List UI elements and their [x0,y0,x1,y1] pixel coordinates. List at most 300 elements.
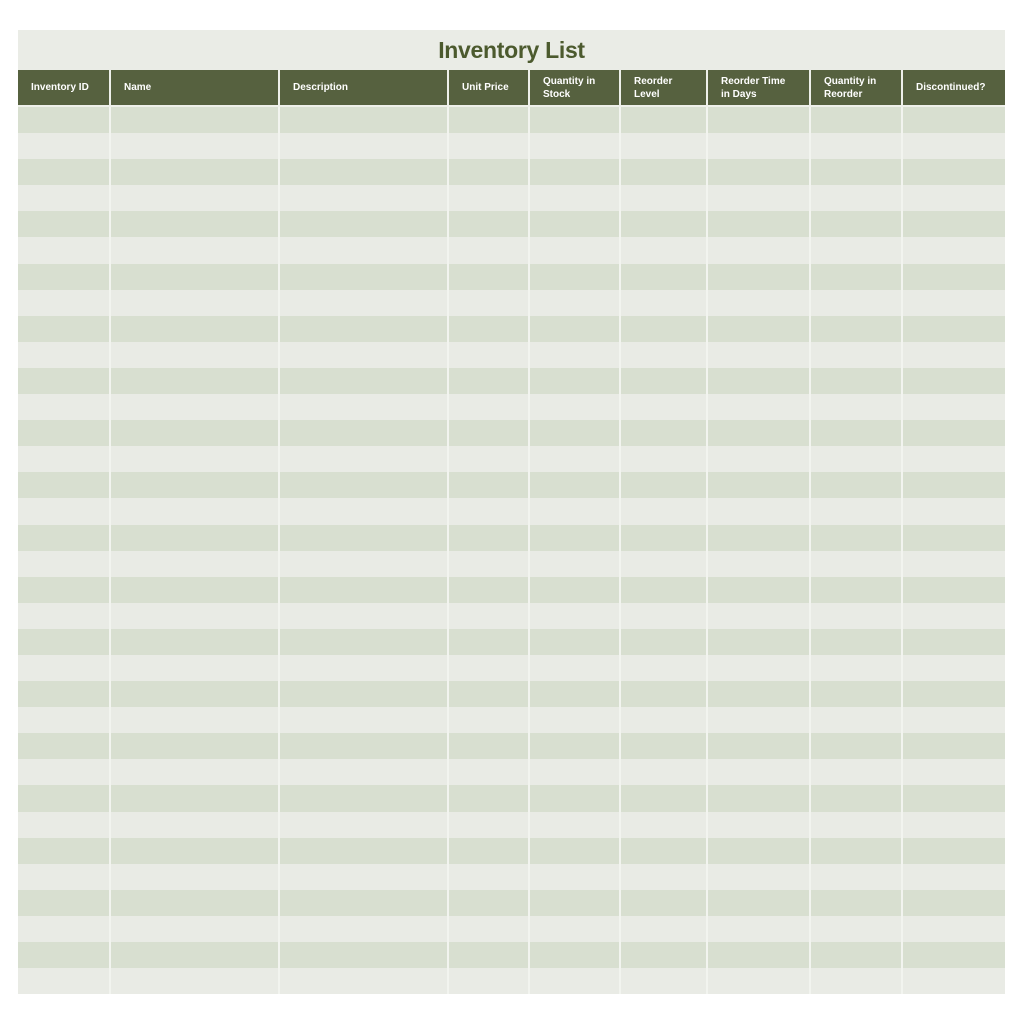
table-cell[interactable] [810,264,902,290]
table-cell[interactable] [810,707,902,733]
table-cell[interactable] [110,942,279,968]
table-cell[interactable] [810,785,902,811]
table-cell[interactable] [18,812,110,838]
table-cell[interactable] [529,707,620,733]
table-cell[interactable] [529,759,620,785]
table-cell[interactable] [810,759,902,785]
table-cell[interactable] [448,603,529,629]
table-cell[interactable] [18,942,110,968]
table-cell[interactable] [810,472,902,498]
table-cell[interactable] [529,968,620,994]
table-cell[interactable] [810,525,902,551]
table-cell[interactable] [18,916,110,942]
table-cell[interactable] [448,316,529,342]
table-cell[interactable] [620,264,707,290]
table-cell[interactable] [620,159,707,185]
table-cell[interactable] [18,394,110,420]
table-cell[interactable] [810,159,902,185]
table-cell[interactable] [279,159,448,185]
table-cell[interactable] [529,498,620,524]
table-cell[interactable] [110,159,279,185]
table-cell[interactable] [279,759,448,785]
table-cell[interactable] [902,681,1005,707]
table-cell[interactable] [279,551,448,577]
table-cell[interactable] [707,264,810,290]
table-cell[interactable] [279,681,448,707]
table-cell[interactable] [279,133,448,159]
table-cell[interactable] [448,525,529,551]
table-cell[interactable] [448,785,529,811]
table-cell[interactable] [810,316,902,342]
table-cell[interactable] [707,968,810,994]
table-cell[interactable] [18,629,110,655]
table-cell[interactable] [279,629,448,655]
table-cell[interactable] [529,629,620,655]
table-cell[interactable] [620,655,707,681]
table-cell[interactable] [810,603,902,629]
table-cell[interactable] [707,316,810,342]
table-cell[interactable] [279,264,448,290]
table-cell[interactable] [279,838,448,864]
table-cell[interactable] [110,812,279,838]
table-cell[interactable] [529,916,620,942]
table-cell[interactable] [448,472,529,498]
table-cell[interactable] [279,446,448,472]
table-cell[interactable] [620,472,707,498]
table-cell[interactable] [707,864,810,890]
table-cell[interactable] [18,290,110,316]
table-cell[interactable] [448,551,529,577]
table-cell[interactable] [18,655,110,681]
table-cell[interactable] [18,368,110,394]
table-cell[interactable] [620,446,707,472]
table-cell[interactable] [279,420,448,446]
table-cell[interactable] [810,420,902,446]
table-cell[interactable] [529,525,620,551]
table-cell[interactable] [279,498,448,524]
table-cell[interactable] [448,133,529,159]
table-cell[interactable] [902,577,1005,603]
table-cell[interactable] [18,133,110,159]
table-cell[interactable] [707,603,810,629]
table-cell[interactable] [448,707,529,733]
table-cell[interactable] [18,707,110,733]
table-cell[interactable] [902,472,1005,498]
table-cell[interactable] [18,316,110,342]
table-cell[interactable] [620,420,707,446]
table-cell[interactable] [110,890,279,916]
table-cell[interactable] [707,525,810,551]
table-cell[interactable] [529,838,620,864]
table-cell[interactable] [810,185,902,211]
table-cell[interactable] [18,864,110,890]
table-cell[interactable] [810,838,902,864]
table-cell[interactable] [902,264,1005,290]
table-cell[interactable] [707,577,810,603]
table-cell[interactable] [810,629,902,655]
table-cell[interactable] [279,211,448,237]
table-cell[interactable] [279,237,448,263]
table-cell[interactable] [448,106,529,133]
table-cell[interactable] [902,211,1005,237]
table-cell[interactable] [529,237,620,263]
table-cell[interactable] [18,759,110,785]
table-cell[interactable] [18,681,110,707]
table-cell[interactable] [620,733,707,759]
table-cell[interactable] [620,368,707,394]
table-cell[interactable] [707,211,810,237]
table-cell[interactable] [810,577,902,603]
table-cell[interactable] [18,159,110,185]
table-cell[interactable] [529,890,620,916]
table-cell[interactable] [620,577,707,603]
table-cell[interactable] [448,942,529,968]
table-cell[interactable] [810,655,902,681]
table-cell[interactable] [707,159,810,185]
table-cell[interactable] [902,759,1005,785]
table-cell[interactable] [902,838,1005,864]
table-cell[interactable] [110,864,279,890]
table-cell[interactable] [279,394,448,420]
table-cell[interactable] [110,759,279,785]
table-cell[interactable] [529,290,620,316]
table-cell[interactable] [279,968,448,994]
table-cell[interactable] [620,342,707,368]
table-cell[interactable] [18,551,110,577]
table-cell[interactable] [810,237,902,263]
table-cell[interactable] [529,394,620,420]
table-cell[interactable] [279,890,448,916]
table-cell[interactable] [529,446,620,472]
table-cell[interactable] [448,838,529,864]
table-cell[interactable] [279,106,448,133]
table-cell[interactable] [810,342,902,368]
table-cell[interactable] [529,159,620,185]
table-cell[interactable] [902,812,1005,838]
table-cell[interactable] [279,342,448,368]
table-cell[interactable] [810,368,902,394]
table-cell[interactable] [529,368,620,394]
table-cell[interactable] [902,968,1005,994]
table-cell[interactable] [707,472,810,498]
table-cell[interactable] [620,185,707,211]
table-cell[interactable] [620,498,707,524]
table-cell[interactable] [902,290,1005,316]
table-cell[interactable] [529,603,620,629]
table-cell[interactable] [810,733,902,759]
table-cell[interactable] [620,785,707,811]
table-cell[interactable] [18,342,110,368]
table-cell[interactable] [448,681,529,707]
table-cell[interactable] [18,446,110,472]
table-cell[interactable] [902,237,1005,263]
table-cell[interactable] [810,106,902,133]
table-cell[interactable] [448,264,529,290]
table-cell[interactable] [18,498,110,524]
table-cell[interactable] [110,629,279,655]
table-cell[interactable] [707,106,810,133]
table-cell[interactable] [620,759,707,785]
table-cell[interactable] [529,812,620,838]
table-cell[interactable] [448,394,529,420]
table-cell[interactable] [279,655,448,681]
table-cell[interactable] [620,237,707,263]
table-cell[interactable] [110,211,279,237]
table-cell[interactable] [529,655,620,681]
table-cell[interactable] [529,472,620,498]
table-cell[interactable] [620,525,707,551]
table-cell[interactable] [810,890,902,916]
table-cell[interactable] [110,681,279,707]
table-cell[interactable] [902,133,1005,159]
table-cell[interactable] [707,133,810,159]
table-cell[interactable] [707,655,810,681]
table-cell[interactable] [110,707,279,733]
table-cell[interactable] [279,185,448,211]
table-cell[interactable] [529,106,620,133]
table-cell[interactable] [18,890,110,916]
table-cell[interactable] [902,890,1005,916]
table-cell[interactable] [902,106,1005,133]
table-cell[interactable] [110,316,279,342]
table-cell[interactable] [110,916,279,942]
table-cell[interactable] [707,290,810,316]
table-cell[interactable] [110,838,279,864]
table-cell[interactable] [902,655,1005,681]
table-cell[interactable] [529,264,620,290]
table-cell[interactable] [448,655,529,681]
table-cell[interactable] [902,551,1005,577]
table-cell[interactable] [18,472,110,498]
table-cell[interactable] [810,681,902,707]
table-cell[interactable] [810,916,902,942]
table-cell[interactable] [279,916,448,942]
table-cell[interactable] [18,785,110,811]
table-cell[interactable] [18,577,110,603]
table-cell[interactable] [529,185,620,211]
table-cell[interactable] [902,785,1005,811]
table-cell[interactable] [529,942,620,968]
table-cell[interactable] [18,525,110,551]
table-cell[interactable] [110,785,279,811]
table-cell[interactable] [448,890,529,916]
table-cell[interactable] [448,629,529,655]
table-cell[interactable] [902,525,1005,551]
table-cell[interactable] [279,864,448,890]
table-cell[interactable] [810,446,902,472]
table-cell[interactable] [707,812,810,838]
table-cell[interactable] [707,759,810,785]
table-cell[interactable] [810,942,902,968]
table-cell[interactable] [448,446,529,472]
table-cell[interactable] [18,211,110,237]
table-cell[interactable] [18,185,110,211]
table-cell[interactable] [110,577,279,603]
table-cell[interactable] [707,394,810,420]
table-cell[interactable] [110,498,279,524]
table-cell[interactable] [707,342,810,368]
table-cell[interactable] [707,916,810,942]
table-cell[interactable] [110,133,279,159]
table-cell[interactable] [18,264,110,290]
table-cell[interactable] [707,681,810,707]
table-cell[interactable] [279,577,448,603]
table-cell[interactable] [279,525,448,551]
table-cell[interactable] [448,185,529,211]
table-cell[interactable] [110,290,279,316]
table-cell[interactable] [110,603,279,629]
table-cell[interactable] [110,420,279,446]
table-cell[interactable] [620,838,707,864]
table-cell[interactable] [810,290,902,316]
table-cell[interactable] [902,159,1005,185]
table-cell[interactable] [448,159,529,185]
table-cell[interactable] [448,237,529,263]
table-cell[interactable] [279,733,448,759]
table-cell[interactable] [448,812,529,838]
table-cell[interactable] [902,733,1005,759]
table-cell[interactable] [279,603,448,629]
table-cell[interactable] [448,420,529,446]
table-cell[interactable] [620,211,707,237]
table-cell[interactable] [902,316,1005,342]
table-cell[interactable] [620,106,707,133]
table-cell[interactable] [620,681,707,707]
table-cell[interactable] [707,185,810,211]
table-cell[interactable] [448,342,529,368]
table-cell[interactable] [620,942,707,968]
table-cell[interactable] [110,237,279,263]
table-cell[interactable] [529,211,620,237]
table-cell[interactable] [279,290,448,316]
table-cell[interactable] [902,394,1005,420]
table-cell[interactable] [18,733,110,759]
table-cell[interactable] [279,707,448,733]
table-cell[interactable] [902,916,1005,942]
table-cell[interactable] [902,603,1005,629]
table-cell[interactable] [620,864,707,890]
table-cell[interactable] [279,316,448,342]
table-cell[interactable] [448,968,529,994]
table-cell[interactable] [810,864,902,890]
table-cell[interactable] [707,446,810,472]
table-cell[interactable] [279,812,448,838]
table-cell[interactable] [902,629,1005,655]
table-cell[interactable] [902,498,1005,524]
table-cell[interactable] [18,603,110,629]
table-cell[interactable] [448,864,529,890]
table-cell[interactable] [707,368,810,394]
table-cell[interactable] [448,733,529,759]
table-cell[interactable] [707,733,810,759]
table-cell[interactable] [110,968,279,994]
table-cell[interactable] [620,707,707,733]
table-cell[interactable] [620,812,707,838]
table-cell[interactable] [902,942,1005,968]
table-cell[interactable] [810,133,902,159]
table-cell[interactable] [18,237,110,263]
table-cell[interactable] [707,498,810,524]
table-cell[interactable] [110,446,279,472]
table-cell[interactable] [620,133,707,159]
table-cell[interactable] [707,420,810,446]
table-cell[interactable] [448,916,529,942]
table-cell[interactable] [902,420,1005,446]
table-cell[interactable] [529,551,620,577]
table-cell[interactable] [110,655,279,681]
table-cell[interactable] [110,551,279,577]
table-cell[interactable] [902,185,1005,211]
table-cell[interactable] [902,864,1005,890]
table-cell[interactable] [18,968,110,994]
table-cell[interactable] [110,342,279,368]
table-cell[interactable] [110,733,279,759]
table-cell[interactable] [620,316,707,342]
table-cell[interactable] [620,916,707,942]
table-cell[interactable] [902,368,1005,394]
table-cell[interactable] [707,237,810,263]
table-cell[interactable] [529,133,620,159]
table-cell[interactable] [810,812,902,838]
table-cell[interactable] [620,968,707,994]
table-cell[interactable] [620,603,707,629]
table-cell[interactable] [902,342,1005,368]
table-cell[interactable] [529,733,620,759]
table-cell[interactable] [810,498,902,524]
table-cell[interactable] [529,785,620,811]
table-cell[interactable] [810,551,902,577]
table-cell[interactable] [707,838,810,864]
table-cell[interactable] [18,420,110,446]
table-cell[interactable] [529,316,620,342]
table-cell[interactable] [279,368,448,394]
table-cell[interactable] [448,368,529,394]
table-cell[interactable] [18,838,110,864]
table-cell[interactable] [279,785,448,811]
table-cell[interactable] [279,472,448,498]
table-cell[interactable] [707,707,810,733]
table-cell[interactable] [110,368,279,394]
table-cell[interactable] [110,472,279,498]
table-cell[interactable] [448,577,529,603]
table-cell[interactable] [810,394,902,420]
table-cell[interactable] [279,942,448,968]
table-cell[interactable] [448,759,529,785]
table-cell[interactable] [707,942,810,968]
table-cell[interactable] [810,211,902,237]
table-cell[interactable] [707,629,810,655]
table-cell[interactable] [110,394,279,420]
table-cell[interactable] [110,525,279,551]
table-cell[interactable] [620,394,707,420]
table-cell[interactable] [529,577,620,603]
table-cell[interactable] [529,681,620,707]
table-cell[interactable] [529,420,620,446]
table-cell[interactable] [902,707,1005,733]
table-cell[interactable] [529,864,620,890]
table-cell[interactable] [18,106,110,133]
table-cell[interactable] [529,342,620,368]
table-cell[interactable] [620,290,707,316]
table-cell[interactable] [810,968,902,994]
table-cell[interactable] [620,551,707,577]
table-cell[interactable] [620,629,707,655]
table-cell[interactable] [902,446,1005,472]
table-cell[interactable] [620,890,707,916]
table-cell[interactable] [448,211,529,237]
table-cell[interactable] [110,264,279,290]
table-cell[interactable] [448,498,529,524]
